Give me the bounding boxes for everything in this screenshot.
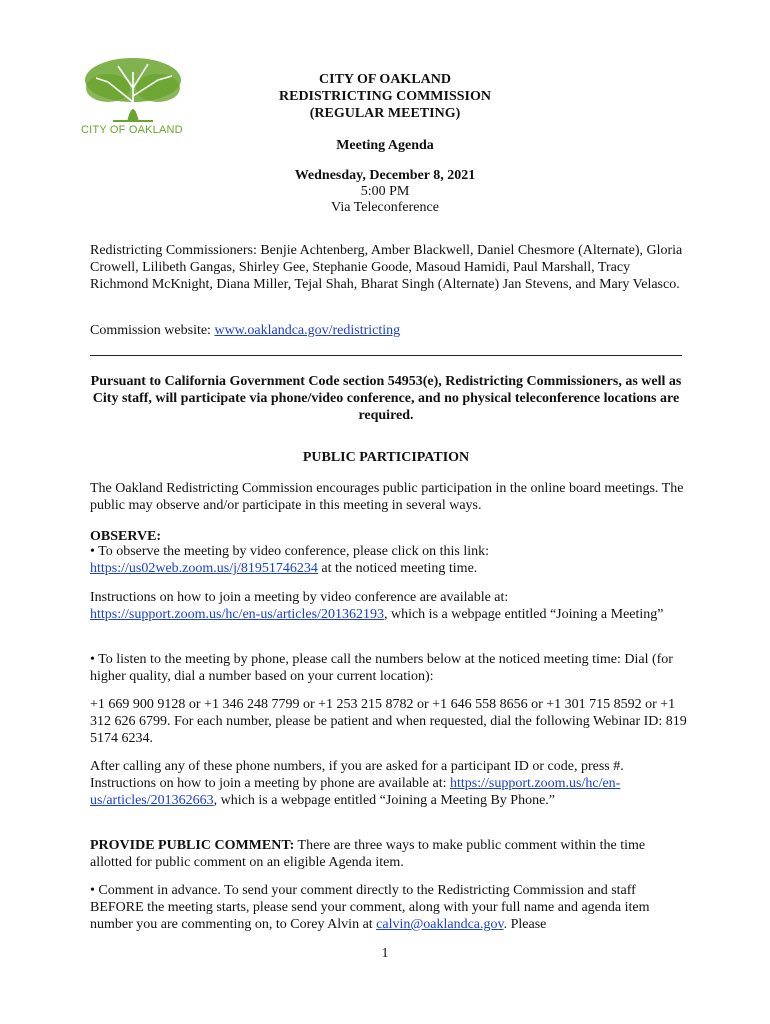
phone-after-call xyxy=(90,758,690,809)
meeting-date: Wednesday, December 8, 2021 xyxy=(294,168,476,183)
phone-after-text: After calling any of these phone numbers, if you are asked for a participant ID or code, press #. Instructions on how to join a meeting by phone are available at: xyxy=(90,759,624,791)
video-instructions-suffix: , which is a webpage entitled “Joining a Meeting” xyxy=(383,607,664,622)
comment-advance-text: • Comment in advance. To send your comment directly to the Redistricting Commission and staff BEFORE the meeting starts, please send your comment, along with your full name and agenda item number you are commenting on, to Corey Alvin at xyxy=(90,883,650,932)
logo-wordmark: CITY OF OAKLAND xyxy=(81,124,183,136)
observe-title: OBSERVE: xyxy=(90,529,162,544)
video-instructions xyxy=(90,589,690,623)
header-line-2: REDISTRICTING COMMISSION xyxy=(279,89,491,104)
section-divider xyxy=(90,355,682,356)
zoom-meeting-link[interactable]: https://us02web.zoom.us/j/81951746234 xyxy=(90,561,318,576)
commissioners-list: Redistricting Commissioners: Benjie Achtenberg, Amber Blackwell, Daniel Chesmore (Alternate), Gloria Crowell, Lilibeth Gangas, Shirley Gee, Stephanie Goode, Masoud Hamidi, Paul Marshall, Tracy Richmond McKnight, Diana Miller, Tejal Shah, Bharat Singh (Alternate) Jan Stevens, and Mary Velasco. xyxy=(90,243,683,292)
public-participation-title: PUBLIC PARTICIPATION xyxy=(302,450,470,465)
comment-in-advance xyxy=(90,882,690,933)
public-comment-intro xyxy=(90,837,690,871)
comment-email-link[interactable]: calvin@oaklandca.gov xyxy=(376,917,504,932)
public-comment-text: There are three ways to make public comment within the time allotted for public comment on an eligible Agenda item. xyxy=(90,838,646,870)
teleconference-notice: Pursuant to California Government Code section 54953(e), Redistricting Commissioners, as well as City staff, will participate via phone/video conference, and no physical teleconference locations are required. xyxy=(90,374,682,423)
meeting-venue: Via Teleconference xyxy=(331,200,439,215)
zoom-support-video-link[interactable]: https://support.zoom.us/hc/en-us/articles/201362193 xyxy=(90,607,384,622)
public-comment-title: PROVIDE PUBLIC COMMENT: xyxy=(90,838,295,853)
observe-video-suffix: at the noticed meeting time. xyxy=(317,561,478,576)
public-participation-intro: The Oakland Redistricting Commission encourages public participation in the online board meetings. The public may observe and/or participate in this meeting in several ways. xyxy=(90,481,684,513)
page-number: 1 xyxy=(381,946,389,961)
zoom-support-phone-link[interactable]: https://support.zoom.us/hc/en-us/articles/201362663 xyxy=(90,776,621,808)
commission-website xyxy=(90,322,690,339)
observe-video xyxy=(90,543,690,577)
phone-numbers: +1 669 900 9128 or +1 346 248 7799 or +1 253 215 8782 or +1 646 558 8656 or +1 301 715 8592 or +1 312 626 6799. For each number, please be patient and when requested, dial the following Webinar ID: 819 5174 6234. xyxy=(90,697,687,746)
header-line-3: (REGULAR MEETING) xyxy=(309,106,461,121)
phone-after-suffix: , which is a webpage entitled “Joining a Meeting By Phone.” xyxy=(213,793,556,808)
comment-advance-suffix: . Please xyxy=(503,917,547,932)
website-link[interactable]: www.oaklandca.gov/redistricting xyxy=(214,323,401,338)
video-instructions-text: Instructions on how to join a meeting by video conference are available at: xyxy=(90,590,509,605)
website-label: Commission website: xyxy=(90,323,215,338)
phone-instructions: • To listen to the meeting by phone, please call the numbers below at the noticed meeting time: Dial (for higher quality, dial a number based on your current location): xyxy=(90,652,673,684)
observe-video-text: • To observe the meeting by video conference, please click on this link: xyxy=(90,544,490,559)
header-line-1: CITY OF OAKLAND xyxy=(319,72,451,87)
agenda-title: Meeting Agenda xyxy=(336,138,434,153)
meeting-time: 5:00 PM xyxy=(360,184,410,199)
